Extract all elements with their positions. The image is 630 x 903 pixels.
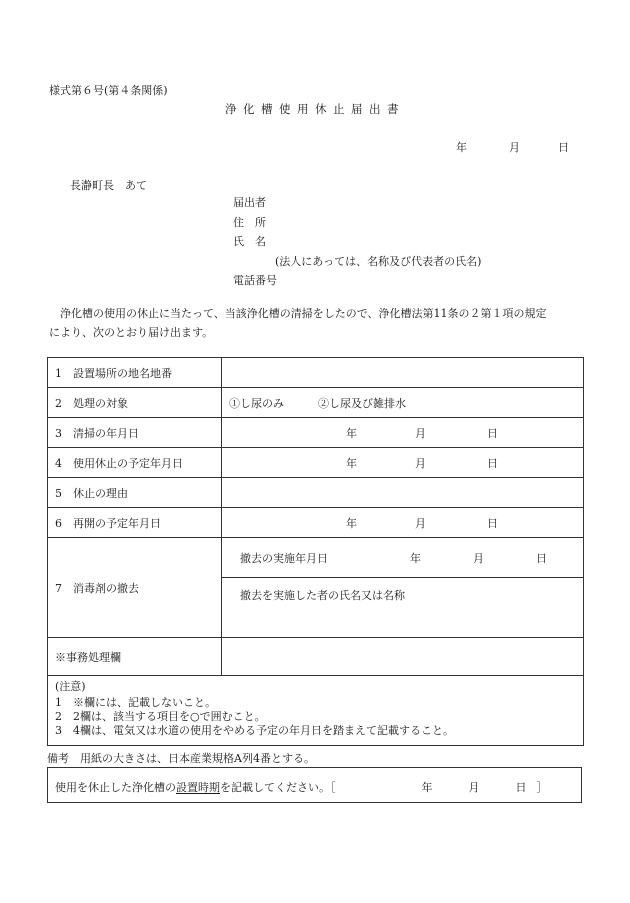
table-row-cleaning-date — [48, 418, 584, 448]
suspension-date-label-cell: 4 使用休止の予定年月日 — [48, 448, 222, 478]
body-line-2: により、次のとおり届け出ます。 — [49, 326, 214, 339]
corporation-note: (法人にあっては、名称及び代表者の氏名) — [275, 254, 482, 268]
table-row-suspension-date — [48, 448, 584, 478]
document-title: 浄化槽使用休止届出書 — [225, 102, 405, 116]
installation-period-text: 使用を休止した浄化槽の設置時期を記載してください。［ 年 月 日 ］ — [55, 781, 548, 794]
date-month-label: 月 — [509, 141, 520, 154]
option-human-waste-only[interactable]: ①し尿のみ — [229, 396, 284, 410]
treatment-options-cell — [222, 388, 584, 418]
period-year-label[interactable]: 年 — [421, 781, 433, 794]
office-use-value-cell — [222, 638, 584, 676]
form-number: 様式第６号(第４条関係) — [49, 84, 168, 97]
removal-performer-cell[interactable]: 撤去を実施した者の氏名又は名称 — [222, 578, 584, 638]
treatment-label-cell: 2 処理の対象 — [48, 388, 222, 418]
remarks: 備考 用紙の大きさは、日本産業規格A列4番とする。 — [47, 752, 315, 765]
body-text — [49, 304, 585, 342]
date-year-label: 年 — [456, 141, 467, 154]
cleaning-date-label-cell: 3 清掃の年月日 — [48, 418, 222, 448]
note-item-1: 1 ※欄には、記載しないこと。 — [55, 696, 216, 709]
period-month-label[interactable]: 月 — [468, 781, 480, 794]
notes-heading: (注意) — [55, 680, 86, 693]
location-label-cell: 1 設置場所の地名地番 — [48, 358, 222, 388]
table-row-treatment — [48, 388, 584, 418]
reason-label-cell: 5 休止の理由 — [48, 478, 222, 508]
date-day-label: 日 — [558, 141, 569, 154]
period-day-label[interactable]: 日 — [515, 781, 527, 794]
recipient: 長瀞町長 あて — [70, 179, 147, 192]
suspension-date-value-cell[interactable]: 年 月 日 — [222, 448, 584, 478]
phone-label: 電話番号 — [233, 274, 277, 287]
table-row-location — [48, 358, 584, 388]
option-human-waste-and-greywater[interactable]: ②し尿及び雑排水 — [318, 396, 406, 410]
installation-period-box — [47, 767, 582, 803]
cleaning-date-value-cell[interactable]: 年 月 日 — [222, 418, 584, 448]
table-row-notes — [48, 676, 584, 746]
note-item-3: 3 4欄は、電気又は水道の使用をやめる予定の年月日を踏まえて記載すること。 — [55, 724, 454, 737]
table-row-office-use — [48, 638, 584, 676]
table-row-reason — [48, 478, 584, 508]
disinfectant-label-cell: 7 消毒剤の撤去 — [48, 538, 222, 638]
office-use-label-cell: ※事務処理欄 — [48, 638, 222, 676]
address-label: 住 所 — [233, 215, 266, 229]
reason-value-cell[interactable] — [222, 478, 584, 508]
table-row-resume-date — [48, 508, 584, 538]
notes-cell — [48, 676, 584, 746]
removal-date-cell[interactable]: 撤去の実施年月日 年 月 日 — [222, 538, 584, 578]
body-line-1: 浄化槽の使用の休止に当たって、当該浄化槽の清掃をしたので、浄化槽法第11条の２第１項の規定 — [60, 307, 547, 320]
table-row-disinfectant-date — [48, 538, 584, 578]
resume-date-label-cell: 6 再開の予定年月日 — [48, 508, 222, 538]
note-item-2: 2 2欄は、該当する項目を○で囲むこと。 — [55, 710, 266, 723]
location-value-cell[interactable] — [222, 358, 584, 388]
submission-date — [456, 139, 569, 155]
notification-table — [47, 357, 584, 746]
installation-period-emphasis: 設置時期 — [176, 781, 220, 794]
notifier-block — [233, 193, 481, 291]
name-label: 氏 名 — [233, 235, 266, 248]
notifier-heading: 届出者 — [233, 196, 266, 209]
resume-date-value-cell[interactable]: 年 月 日 — [222, 508, 584, 538]
